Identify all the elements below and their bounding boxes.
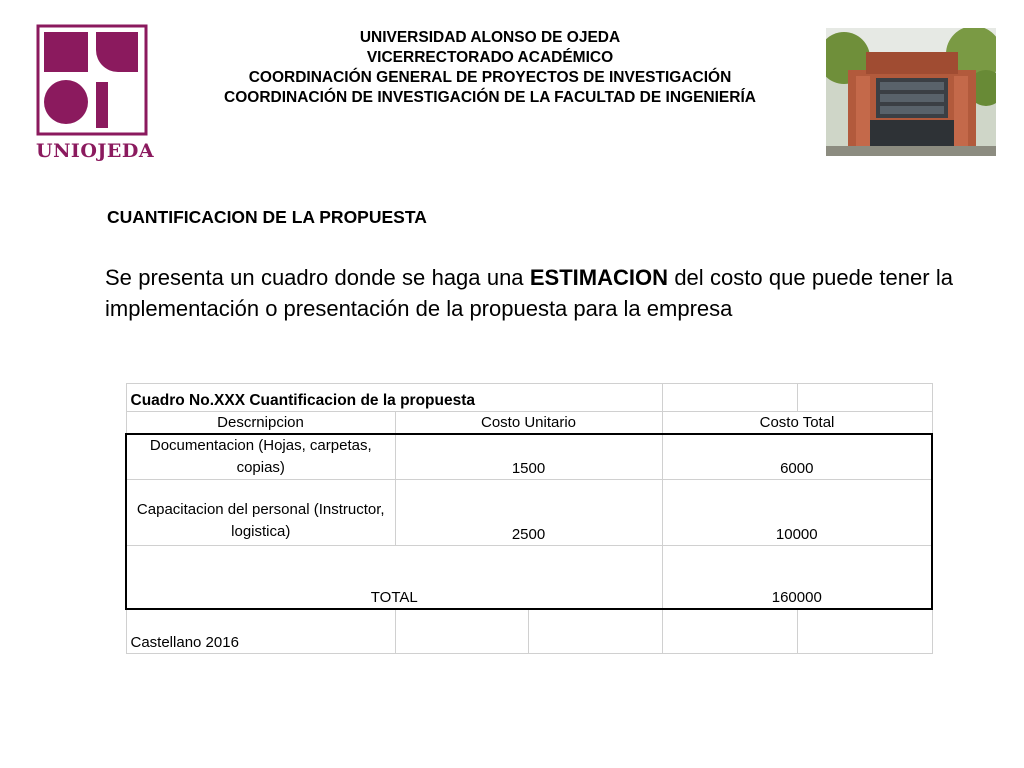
row-description: Capacitacion del personal (Instructor, logistica) bbox=[126, 479, 395, 545]
header-line-vicerrectorado: VICERRECTORADO ACADÉMICO bbox=[366, 49, 614, 66]
description-paragraph bbox=[105, 262, 953, 324]
section-title: CUANTIFICACION DE LA PROPUESTA bbox=[107, 207, 427, 227]
row-total-cost: 10000 bbox=[662, 479, 932, 545]
table-header-row bbox=[126, 412, 932, 434]
cost-table bbox=[125, 383, 933, 654]
paragraph-emphasis: ESTIMACION bbox=[529, 265, 668, 290]
row-description: Documentacion (Hojas, carpetas, copias) bbox=[126, 434, 395, 480]
table-source: Castellano 2016 bbox=[126, 609, 395, 653]
table-caption: Cuadro No.XXX Cuantificacion de la propuesta bbox=[126, 384, 662, 412]
logo-mark-icon bbox=[36, 24, 148, 136]
total-value: 160000 bbox=[662, 545, 932, 609]
empty-cell bbox=[528, 609, 662, 653]
table-row bbox=[126, 479, 932, 545]
empty-cell bbox=[395, 609, 528, 653]
row-total-cost: 6000 bbox=[662, 434, 932, 480]
table-total-row bbox=[126, 545, 932, 609]
paragraph-text-start: Se presenta un cuadro donde se haga una bbox=[105, 265, 530, 290]
table-source-row bbox=[126, 609, 932, 653]
total-label: TOTAL bbox=[126, 545, 662, 609]
building-photo bbox=[826, 28, 996, 156]
paragraph-text-end: del costo que puede tener la implementación o presentación de la propuesta para la empresa bbox=[105, 265, 953, 321]
header-unit-cost: Costo Unitario bbox=[395, 412, 662, 434]
table-caption-row bbox=[126, 384, 932, 412]
header-description: Descrnipcion bbox=[126, 412, 395, 434]
row-unit-cost: 2500 bbox=[395, 479, 662, 545]
university-logo bbox=[36, 24, 155, 164]
empty-cell bbox=[797, 609, 932, 653]
empty-cell bbox=[662, 384, 797, 412]
header-line-coordinacion-general: COORDINACIÓN GENERAL DE PROYECTOS DE INVESTIGACIÓN bbox=[248, 69, 732, 86]
empty-cell bbox=[662, 609, 797, 653]
institution-header bbox=[150, 28, 830, 108]
empty-cell bbox=[797, 384, 932, 412]
header-line-coordinacion-facultad: COORDINACIÓN DE INVESTIGACIÓN DE LA FACULTAD DE INGENIERÍA bbox=[224, 89, 756, 106]
table-row bbox=[126, 434, 932, 480]
header-total-cost: Costo Total bbox=[662, 412, 932, 434]
logo-text: UNIOJEDA bbox=[36, 140, 155, 162]
row-unit-cost: 1500 bbox=[395, 434, 662, 480]
header-line-university: UNIVERSIDAD ALONSO DE OJEDA bbox=[359, 29, 621, 46]
